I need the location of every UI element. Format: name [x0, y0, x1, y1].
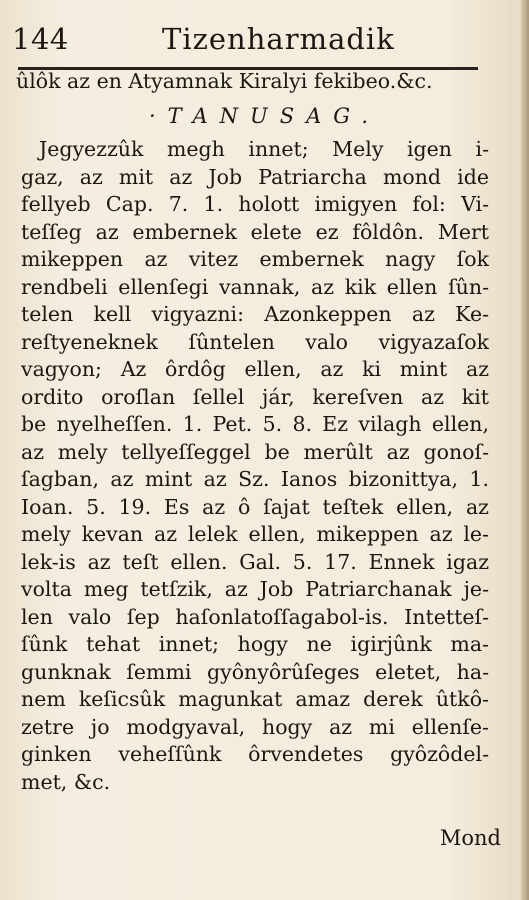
text-line: fellyeb Cap. 7. 1. holott imigyen fol: Vi-	[21, 192, 489, 216]
page-header	[10, 22, 510, 66]
text-line: ſûnk tehat innet; hogy ne igirjûnk ma-	[21, 632, 489, 656]
text-line: zetre jo modgyaval, hogy az mi ellenſe-	[21, 714, 489, 739]
text-line: be nyelheſſen. 1. Pet. 5. 8. Ez vilagh ellen,	[21, 412, 489, 436]
text-line: rendbeli ellenſegi vannak, az kik ellen ſûn-	[21, 274, 489, 299]
text-line: gaz, az mit az Job Patriarcha mond ide	[21, 164, 489, 189]
page-number: 144	[12, 22, 69, 56]
text-line: nem keſicsûk magunkat amaz derek ûtkô-	[21, 687, 489, 711]
text-line: Jegyezzûk megh innet; Mely igen i-	[39, 137, 489, 161]
body-text	[21, 136, 489, 796]
text-line: mikeppen az vitez embernek nagy ſok	[21, 247, 489, 271]
text-line: ordito oroſlan ſellel jár, kereſven az kit	[21, 384, 489, 409]
text-line: volta meg tetſzik, az Job Patriarchanak je-	[21, 577, 489, 601]
continuation-line: ûlôk az en Atyamnak Kiralyi fekibeo.&c.	[16, 69, 433, 93]
text-line: telen kell vigyazni: Azonkeppen az Ke-	[21, 302, 489, 326]
text-line: gunknak ſemmi gyônyôrûſeges eletet, ha-	[21, 659, 489, 684]
text-line: len valo ſep haſonlatoſſagabol-is. Intetteſ-	[21, 604, 489, 629]
text-line: lek-is az teſt ellen. Gal. 5. 17. Ennek igaz	[21, 549, 489, 574]
catchword: Mond	[439, 826, 501, 850]
page-edge	[521, 0, 529, 900]
running-head: Tizenharmadik	[162, 22, 395, 56]
text-line: reſtyeneknek ſûntelen valo vigyazaſok	[21, 329, 489, 354]
text-line: mely kevan az lelek ellen, mikeppen az le-	[21, 522, 489, 546]
text-line: met, &c.	[21, 769, 111, 794]
text-line: ſagban, az mint az Sz. Ianos bizonittya, 1.	[21, 467, 489, 491]
text-line: ginken veheſſûnk ôrvendetes gyôzôdel-	[21, 742, 489, 766]
text-line: teſſeg az embernek elete ez fôldôn. Mert	[21, 219, 489, 244]
text-line: vagyon; Az ôrdôg ellen, az ki mint az	[21, 357, 489, 381]
section-title: ·TANUSAG.	[148, 104, 381, 128]
text-line: az mely tellyeſſeggel be merûlt az gonoſ-	[21, 439, 489, 464]
text-line: Ioan. 5. 19. Es az ô ſajat teſtek ellen, az	[21, 494, 489, 519]
